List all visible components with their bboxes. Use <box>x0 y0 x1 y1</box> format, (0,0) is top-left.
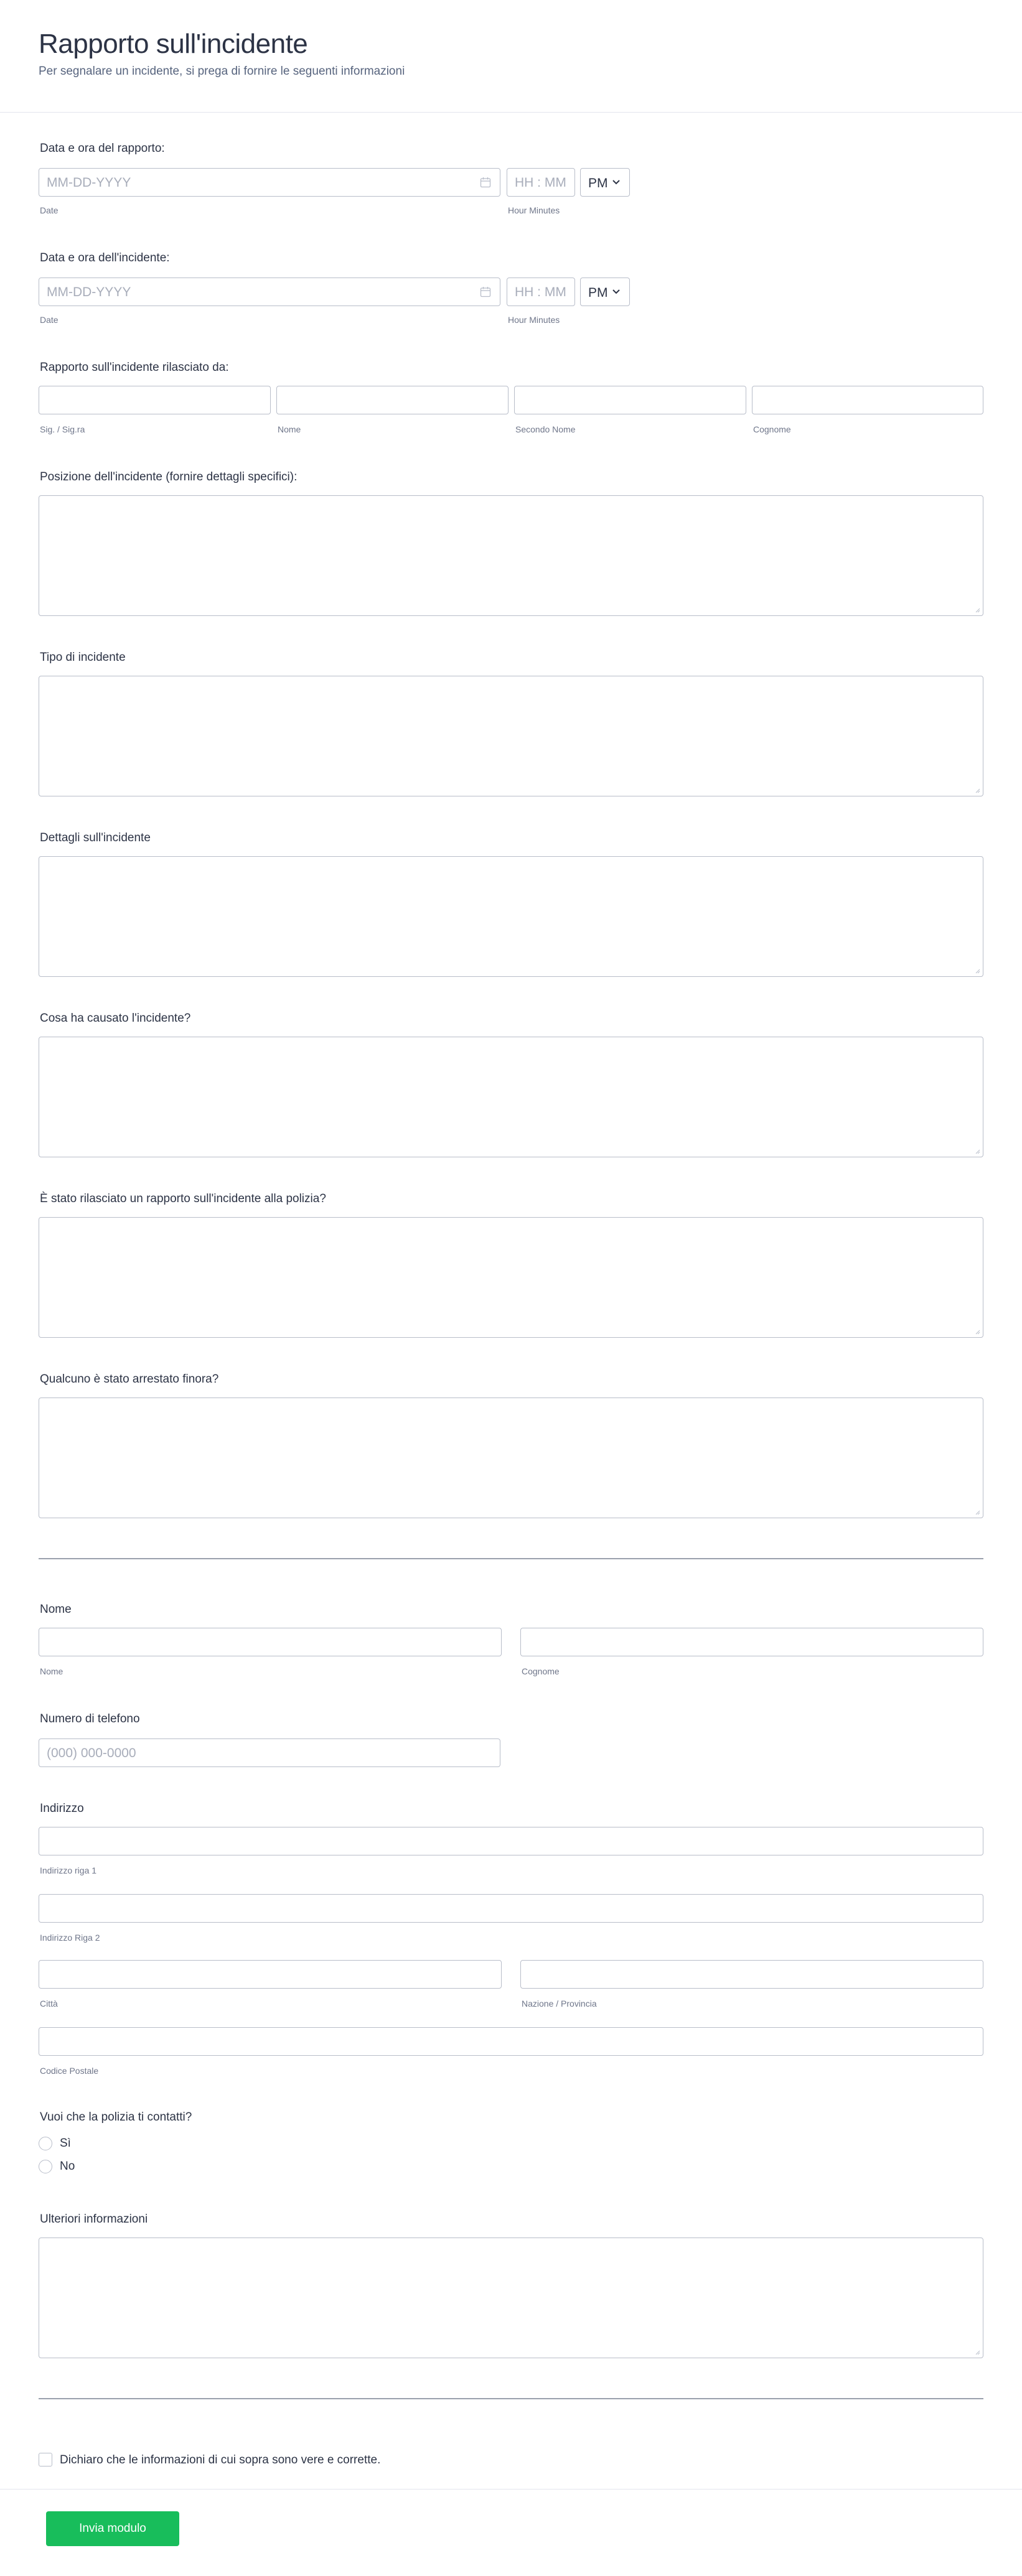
address-line2-sublabel: Indirizzo Riga 2 <box>40 1933 100 1943</box>
incident-time-sublabel: Hour Minutes <box>508 315 560 325</box>
incident-date-placeholder: MM-DD-YYYY <box>47 285 131 299</box>
location-label: Posizione dell'incidente (fornire dettagli specifici): <box>40 470 298 483</box>
resize-handle-icon[interactable] <box>974 1328 980 1335</box>
incident-datetime-label: Data e ora dell'incidente: <box>40 251 170 264</box>
additional-info-textarea[interactable] <box>39 2238 983 2358</box>
calendar-icon[interactable] <box>480 177 491 188</box>
phone-input[interactable] <box>39 1738 500 1767</box>
section-divider <box>39 1558 983 1559</box>
report-date-input[interactable] <box>39 168 500 197</box>
state-input[interactable] <box>520 1960 983 1989</box>
last-name-input[interactable] <box>752 386 983 414</box>
resize-handle-icon[interactable] <box>974 968 980 974</box>
radio-yes[interactable] <box>39 2137 52 2150</box>
calendar-icon[interactable] <box>480 286 491 297</box>
state-sublabel: Nazione / Provincia <box>522 1999 597 2009</box>
incident-time-placeholder: HH : MM <box>515 285 566 299</box>
address-line1-sublabel: Indirizzo riga 1 <box>40 1865 97 1875</box>
header-divider <box>0 112 1022 113</box>
resize-handle-icon[interactable] <box>974 607 980 613</box>
incident-date-input[interactable] <box>39 278 500 306</box>
report-datetime-label: Data e ora del rapporto: <box>40 142 165 155</box>
section-divider <box>39 2398 983 2399</box>
address-label: Indirizzo <box>40 1802 84 1815</box>
postal-code-sublabel: Codice Postale <box>40 2066 99 2076</box>
report-time-input[interactable] <box>507 168 575 197</box>
incident-time-input[interactable] <box>507 278 575 306</box>
report-date-placeholder: MM-DD-YYYY <box>47 175 131 190</box>
report-time-sublabel: Hour Minutes <box>508 205 560 215</box>
first-name-input[interactable] <box>276 386 509 414</box>
report-ampm-select[interactable] <box>580 168 630 197</box>
prefix-sublabel: Sig. / Sig.ra <box>40 424 85 434</box>
incident-ampm-select[interactable] <box>580 278 630 306</box>
report-date-sublabel: Date <box>40 205 59 215</box>
contact-last-name-input[interactable] <box>520 1628 983 1656</box>
police-report-label: È stato rilasciato un rapporto sull'incidente alla polizia? <box>40 1192 326 1205</box>
contact-first-name-sublabel: Nome <box>40 1666 63 1676</box>
contact-last-name-sublabel: Cognome <box>522 1666 560 1676</box>
prefix-input[interactable] <box>39 386 271 414</box>
last-name-sublabel: Cognome <box>753 424 791 434</box>
phone-placeholder: (000) 000-0000 <box>47 1746 136 1760</box>
middle-name-input[interactable] <box>514 386 746 414</box>
city-input[interactable] <box>39 1960 502 1989</box>
contact-police-label: Vuoi che la polizia ti contatti? <box>40 2111 192 2124</box>
declaration-checkbox[interactable] <box>39 2453 52 2466</box>
issued-by-label: Rapporto sull'incidente rilasciato da: <box>40 361 229 374</box>
type-textarea[interactable] <box>39 676 983 796</box>
arrested-textarea[interactable] <box>39 1398 983 1518</box>
resize-handle-icon[interactable] <box>974 787 980 793</box>
type-label: Tipo di incidente <box>40 651 126 664</box>
submit-button[interactable]: Invia modulo <box>46 2511 179 2546</box>
incident-date-sublabel: Date <box>40 315 59 325</box>
footer-divider <box>0 2489 1022 2490</box>
resize-handle-icon[interactable] <box>974 1509 980 1515</box>
additional-info-label: Ulteriori informazioni <box>40 2213 148 2226</box>
city-sublabel: Città <box>40 1999 58 2009</box>
resize-handle-icon[interactable] <box>974 1148 980 1154</box>
details-label: Dettagli sull'incidente <box>40 831 151 844</box>
middle-name-sublabel: Secondo Nome <box>515 424 576 434</box>
name-label: Nome <box>40 1603 72 1616</box>
police-report-textarea[interactable] <box>39 1217 983 1338</box>
page-subtitle: Per segnalare un incidente, si prega di fornire le seguenti informazioni <box>39 65 405 78</box>
phone-label: Numero di telefono <box>40 1712 140 1725</box>
cause-label: Cosa ha causato l'incidente? <box>40 1012 191 1025</box>
cause-textarea[interactable] <box>39 1037 983 1157</box>
radio-no-label[interactable]: No <box>60 2160 75 2173</box>
first-name-sublabel: Nome <box>278 424 301 434</box>
arrested-label: Qualcuno è stato arrestato finora? <box>40 1373 219 1386</box>
location-textarea[interactable] <box>39 495 983 616</box>
chevron-down-icon <box>612 179 621 185</box>
declaration-label[interactable]: Dichiaro che le informazioni di cui sopra sono vere e corrette. <box>60 2453 381 2466</box>
postal-code-input[interactable] <box>39 2027 983 2056</box>
radio-yes-label[interactable]: Sì <box>60 2137 71 2150</box>
chevron-down-icon <box>612 289 621 295</box>
incident-ampm-value: PM <box>588 286 608 300</box>
resize-handle-icon[interactable] <box>974 2349 980 2355</box>
page-title: Rapporto sull'incidente <box>39 29 308 59</box>
address-line2-input[interactable] <box>39 1894 983 1923</box>
address-line1-input[interactable] <box>39 1827 983 1855</box>
report-time-placeholder: HH : MM <box>515 175 566 190</box>
contact-first-name-input[interactable] <box>39 1628 502 1656</box>
report-ampm-value: PM <box>588 176 608 190</box>
details-textarea[interactable] <box>39 856 983 977</box>
radio-no[interactable] <box>39 2160 52 2173</box>
